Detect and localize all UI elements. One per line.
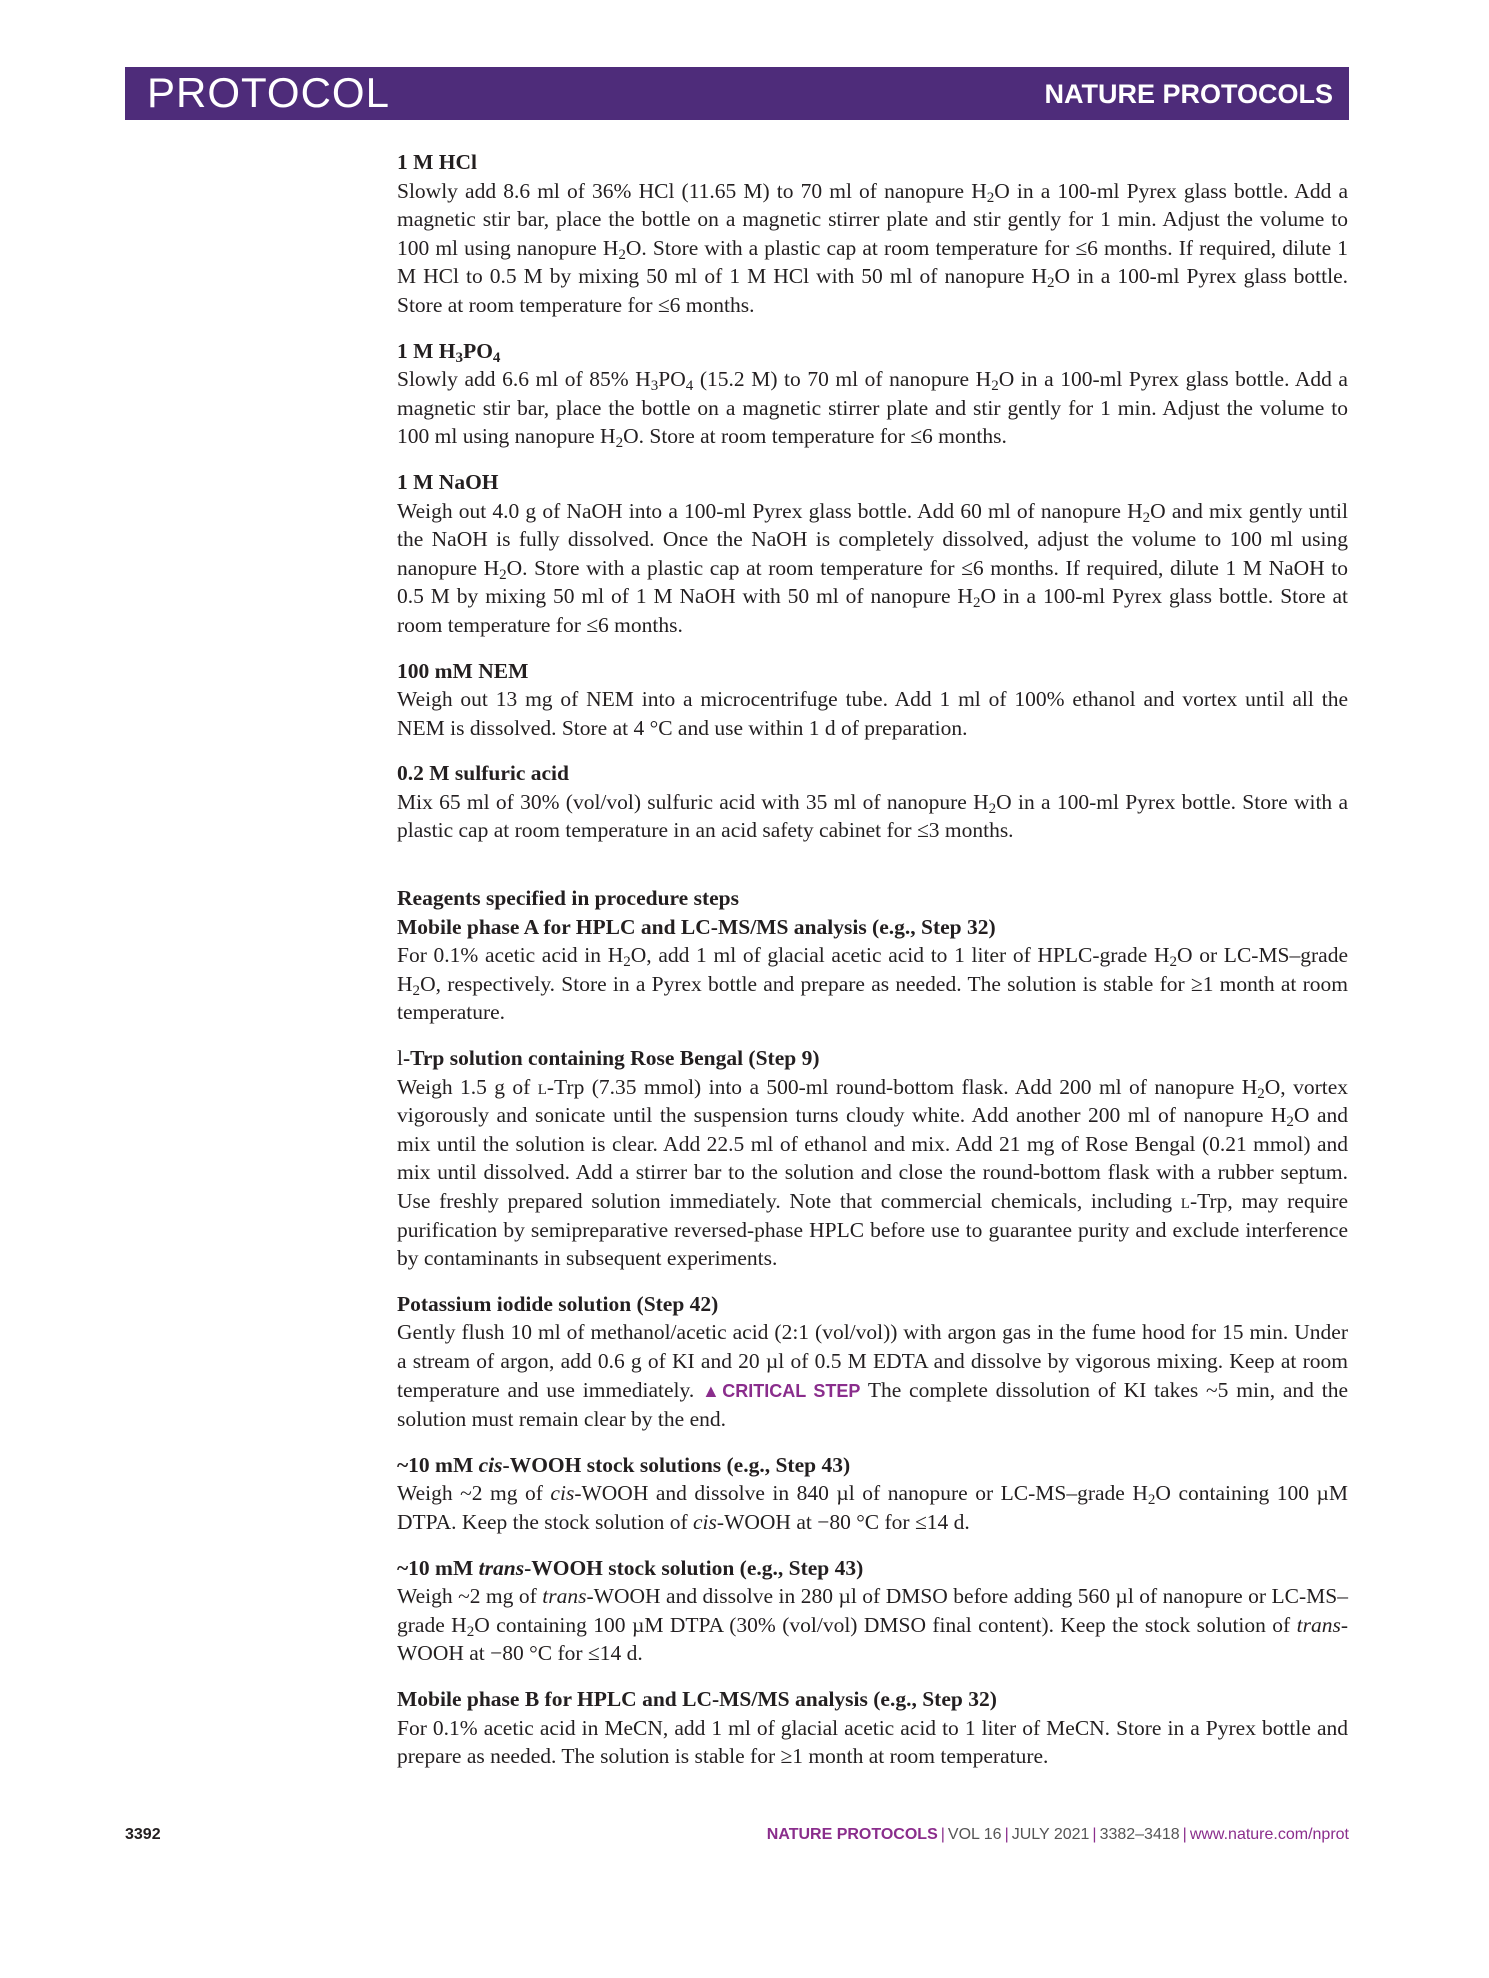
footer-url-link[interactable]: www.nature.com/nprot xyxy=(1189,1826,1349,1843)
reagent-text: Slowly add 8.6 ml of 36% HCl (11.65 M) to 70 ml of nanopure $H_2O$ in a 100-ml Pyrex glass bottle. Add a magnetic stir bar, place the bottle on a magnetic stirrer plate and stir gently for 1 min. Adjust the volume to 100 ml using nanopure $H_2O$. Store with a plastic cap at room temperature for ≤6 months. If required, dilute 1 M HCl to 0.5 M by mixing 50 ml of 1 M HCl with 50 ml of nanopure $H_2O$ in a 100-ml Pyrex glass bottle. Store at room temperature for ≤6 months. xyxy=(397,178,1348,317)
reagent-text: Mix 65 ml of 30% (vol/vol) sulfuric acid with 35 ml of nanopure $H_2O$ in a 100-ml Pyrex bottle. Store with a plastic cap at room temperature in an acid safety cabinet for ≤3 months. xyxy=(397,789,1348,843)
journal-label: NATURE PROTOCOLS xyxy=(1044,79,1333,109)
footer-volume: VOL 16 xyxy=(947,1826,1002,1843)
section-label: PROTOCOL xyxy=(147,69,390,116)
reagent-text: Weigh 1.5 g of l-Trp (7.35 mmol) into a 500-ml round-bottom flask. Add 200 ml of nanopure $H_2O$, vortex vigorously and sonicate until the suspension turns cloudy white. Add another 200 ml of nanopure $H_2O$ and mix until the solution is clear. Add 22.5 ml of ethanol and mix. Add 21 mg of Rose Bengal (0.21 mmol) and mix until dissolved. Add a stirrer bar to the solution and close the round-bottom flask with a rubber septum. Use freshly prepared solution immediately. Note that commercial chemicals, including l-Trp, may require purification by semipreparative reversed-phase HPLC before use to guarantee purity and exclude interference by contaminants in subsequent experiments. xyxy=(397,1074,1349,1271)
reagent-title: 1 M $H_3PO_4$ xyxy=(397,338,501,366)
reagent-sulfuric-acid xyxy=(397,759,1348,845)
reagent-nem xyxy=(397,657,1348,743)
critical-step-label: ▲CRITICAL STEP xyxy=(702,1380,861,1401)
reagent-title: Potassium iodide solution (Step 42) xyxy=(397,1291,719,1316)
reagent-title: ~10 mM cis-WOOH stock solutions (e.g., Step 43) xyxy=(397,1452,851,1477)
reagent-title: l-Trp solution containing Rose Bengal (Step 9) xyxy=(397,1046,820,1071)
reagent-cis-wooh xyxy=(397,1451,1348,1537)
reagent-text: Weigh ~2 mg of cis-WOOH and dissolve in 840 µl of nanopure or LC-MS–grade $H_2O$ containing 100 µM DTPA. Keep the stock solution of cis-WOOH at −80 °C for ≤14 d. xyxy=(397,1481,1349,1534)
reagent-text: For 0.1% acetic acid in MeCN, add 1 ml of glacial acetic acid to 1 liter of MeCN. Store in a Pyrex bottle and prepare as needed. The solution is stable for ≥1 month at room temperature. xyxy=(397,1715,1348,1769)
reagent-text: Slowly add 6.6 ml of 85% $H_3PO_4$ (15.2 M) to 70 ml of nanopure $H_2O$ in a 100-ml Pyrex glass bottle. Add a magnetic stir bar, place the bottle on a magnetic stirrer plate and stir gently for 1 min. Adjust the volume to 100 ml using nanopure $H_2O$. Store at room temperature for ≤6 months. xyxy=(397,367,1348,452)
reagent-text: Weigh out 13 mg of NEM into a microcentrifuge tube. Add 1 ml of 100% ethanol and vortex until all the NEM is dissolved. Store at 4 °C and use within 1 d of preparation. xyxy=(397,687,1348,740)
main-content xyxy=(397,148,1348,1788)
reagent-text: For 0.1% acetic acid in $H_2O$, add 1 ml of glacial acetic acid to 1 liter of HPLC-grade $H_2O$ or LC-MS–grade $H_2O$, respectively. Store in a Pyrex bottle and prepare as needed. The solution is stable for ≥1 month at room temperature. xyxy=(397,943,1349,1025)
reagent-trp-solution xyxy=(397,1044,1348,1273)
reagent-mobile-phase-a xyxy=(397,913,1348,1027)
reagent-naoh xyxy=(397,468,1348,640)
reagent-mobile-phase-b xyxy=(397,1685,1348,1771)
reagent-potassium-iodide xyxy=(397,1290,1348,1434)
footer-journal: NATURE PROTOCOLS xyxy=(766,1826,938,1843)
reagent-trans-wooh xyxy=(397,1554,1348,1668)
procedure-heading: Reagents specified in procedure steps xyxy=(397,886,739,911)
reagent-title: 1 M NaOH xyxy=(397,469,499,494)
reagent-h3po4 xyxy=(397,337,1348,451)
footer-date: JULY 2021 xyxy=(1011,1826,1090,1843)
reagent-text: Weigh out 4.0 g of NaOH into a 100-ml Pyrex glass bottle. Add 60 ml of nanopure $H_2O$ and mix gently until the NaOH is fully dissolved. Once the NaOH is completely dissolved, adjust the volume to 100 ml using nanopure $H_2O$. Store with a plastic cap at room temperature for ≤6 months. If required, dilute 1 M NaOH to 0.5 M by mixing 50 ml of 1 M NaOH with 50 ml of nanopure $H_2O$ in a 100-ml Pyrex glass bottle. Store at room temperature for ≤6 months. xyxy=(397,498,1348,637)
footer-pages: 3382–3418 xyxy=(1099,1826,1180,1843)
reagent-text: Weigh ~2 mg of trans-WOOH and dissolve in 280 µl of DMSO before adding 560 µl of nanopure or LC-MS–grade $H_2O$ containing 100 µM DTPA (30% (vol/vol) DMSO final content). Keep the stock solution of trans-WOOH at −80 °C for ≤14 d. xyxy=(397,1584,1348,1666)
reagent-hcl xyxy=(397,148,1348,320)
header-banner xyxy=(125,67,1349,120)
reagent-title: Mobile phase A for HPLC and LC-MS/MS analysis (e.g., Step 32) xyxy=(397,914,996,939)
reagent-title: ~10 mM trans-WOOH stock solution (e.g., Step 43) xyxy=(397,1555,864,1580)
page-number: 3392 xyxy=(125,1826,161,1843)
reagent-title: 0.2 M sulfuric acid xyxy=(397,761,569,786)
reagent-title: 100 mM NEM xyxy=(397,658,529,683)
reagent-text: Gently flush 10 ml of methanol/acetic acid (2:1 (vol/vol)) with argon gas in the fume hood for 15 min. Under a stream of argon, add 0.6 g of KI and 20 µl of 0.5 M EDTA and dissolve by vigorous mixing. Keep at room temperature and use immediately. ▲CRITICAL STEP The complete dissolution of KI takes ~5 min, and the solution must remain clear by the end. xyxy=(397,1320,1348,1432)
reagent-title: 1 M HCl xyxy=(397,150,478,174)
reagent-title: Mobile phase B for HPLC and LC-MS/MS analysis (e.g., Step 32) xyxy=(397,1686,997,1711)
citation: NATURE PROTOCOLS | VOL 16 | JULY 2021 | 3382–3418 | www.nature.com/nprot xyxy=(766,1826,1349,1843)
page-footer xyxy=(125,1826,1349,1850)
